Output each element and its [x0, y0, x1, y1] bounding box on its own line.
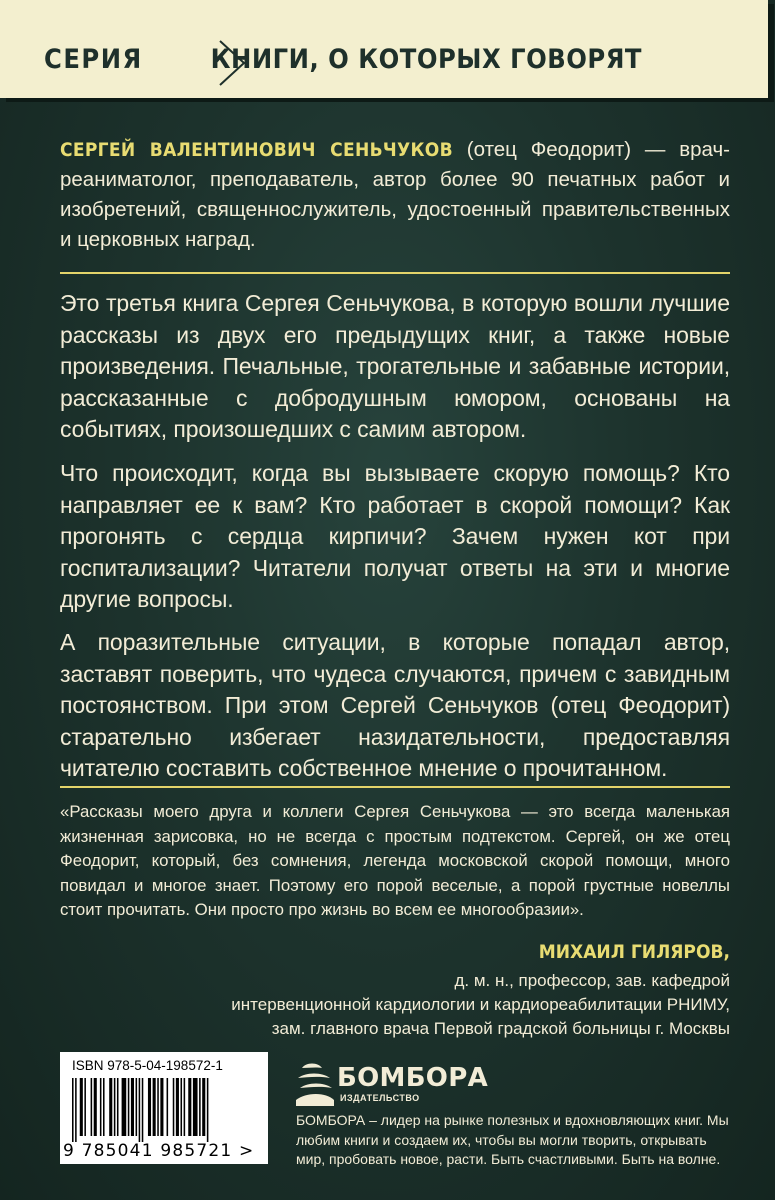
barcode-bars [70, 1078, 258, 1142]
author-bio [60, 135, 730, 255]
barcode-bar [142, 1078, 144, 1142]
barcode-bar [91, 1078, 93, 1136]
barcode-bar [94, 1078, 97, 1136]
barcode-bar [199, 1078, 201, 1136]
publisher-description: БОМБОРА – лидер на рынке полезных и вдохновляющих книг. Мы любим книги и создаем их, чтобы вы могли творить, открывать мир, пробовать новое, расти. Быть счастливыми. Быть на волне. [296, 1112, 729, 1167]
barcode-bar [139, 1078, 141, 1142]
barcode-bar [80, 1078, 83, 1136]
annotation-paragraph-3: А поразительные ситуации, в которые попадал автор, заставят поверить, что чудеса случаются, причем с завидным постоянством. При этом Сергей Сеньчуков (отец Феодорит) старательно избегает назидательности, предоставляя читателю составить собственное мнение о прочитанном. [60, 629, 730, 781]
reviewer-position: зам. главного врача Первой градской больницы г. Москвы [271, 1019, 730, 1038]
barcode-bar [109, 1078, 112, 1136]
barcode-bar [202, 1078, 205, 1136]
barcode-bar [184, 1078, 186, 1136]
barcode-digits: 9 785041 985721 > [63, 1141, 255, 1161]
barcode-bar [136, 1078, 138, 1136]
barcode-bar [114, 1078, 116, 1136]
barcode-bar [157, 1078, 159, 1136]
barcode-bar [122, 1078, 127, 1136]
divider [60, 272, 730, 274]
publisher-logo-icon [296, 1060, 334, 1108]
barcode-bar [181, 1078, 183, 1136]
barcode-bar [153, 1078, 156, 1136]
divider [60, 786, 730, 788]
barcode-bar [167, 1078, 169, 1136]
barcode [60, 1052, 268, 1164]
isbn-number: ISBN 978-5-04-198572-1 [72, 1058, 223, 1073]
series-banner [0, 0, 768, 98]
annotation-paragraph-2: Что происходит, когда вы вызываете скорую помощь? Кто направляет ее к вам? Кто работает в скорой помощи? Как прогонять с сердца кирпичи? Зачем нужен кот при госпитализации? Читатели получат ответы на эти и многие другие вопросы. [60, 460, 730, 612]
reviewer-name: МИХАИЛ ГИЛЯРОВ, [538, 941, 730, 963]
publisher-name: БОМБОРА [337, 1063, 488, 1093]
reviewer-title: д. м. н., профессор, зав. кафедрой [454, 971, 730, 990]
barcode-bar [131, 1078, 134, 1136]
series-label: СЕРИЯ [44, 44, 143, 75]
barcode-bar [103, 1078, 105, 1136]
publisher-subtitle: ИЗДАТЕЛЬСТВО [340, 1093, 420, 1103]
barcode-bar [84, 1078, 86, 1136]
review-quote: «Рассказы моего друга и коллеги Сергея Сеньчукова — это всегда маленькая жизненная зарисовка, но не всегда с простым подтекстом. Сергей, он же отец Феодорит, который, без сомнения, легенда московской скорой помощи, много повидал и многое знает. Поэтому его порой веселые, а порой грустные новеллы стоит прочитать. Они просто про жизнь во всем ее многообразии». [60, 802, 730, 919]
barcode-bar [117, 1078, 119, 1136]
barcode-bar [72, 1078, 74, 1142]
barcode-bar [176, 1078, 179, 1136]
barcode-bar [160, 1078, 163, 1136]
barcode-bar [207, 1078, 209, 1142]
series-name: КНИГИ, О КОТОРЫХ ГОВОРЯТ [210, 44, 642, 75]
barcode-bar [173, 1078, 175, 1136]
barcode-bar [188, 1078, 191, 1136]
author-bio-text: (отец Феодорит) — врач-реаниматолог, преподаватель, автор более 90 печатных работ и изобретений, священнослужитель, удостоенный правительственных и церковных наград. [60, 138, 730, 251]
barcode-bar [100, 1078, 102, 1136]
author-name: СЕРГЕЙ ВАЛЕНТИНОВИЧ СЕНЬЧУКОВ [60, 139, 453, 161]
barcode-bar [75, 1078, 77, 1142]
annotation-paragraph-1: Это третья книга Сергея Сеньчукова, в которую вошли лучшие рассказы из двух его предыдущих книг, а также новые произведения. Печальные, трогательные и забавные истории, рассказанные с добродушным юмором, основаны на событиях, произошедших с самим автором. [60, 290, 730, 442]
barcode-bar [193, 1078, 198, 1136]
reviewer-department: интервенционной кардиологии и кардиореабилитации РНИМУ, [231, 995, 730, 1014]
barcode-bar [128, 1078, 130, 1136]
barcode-bar [148, 1078, 151, 1136]
